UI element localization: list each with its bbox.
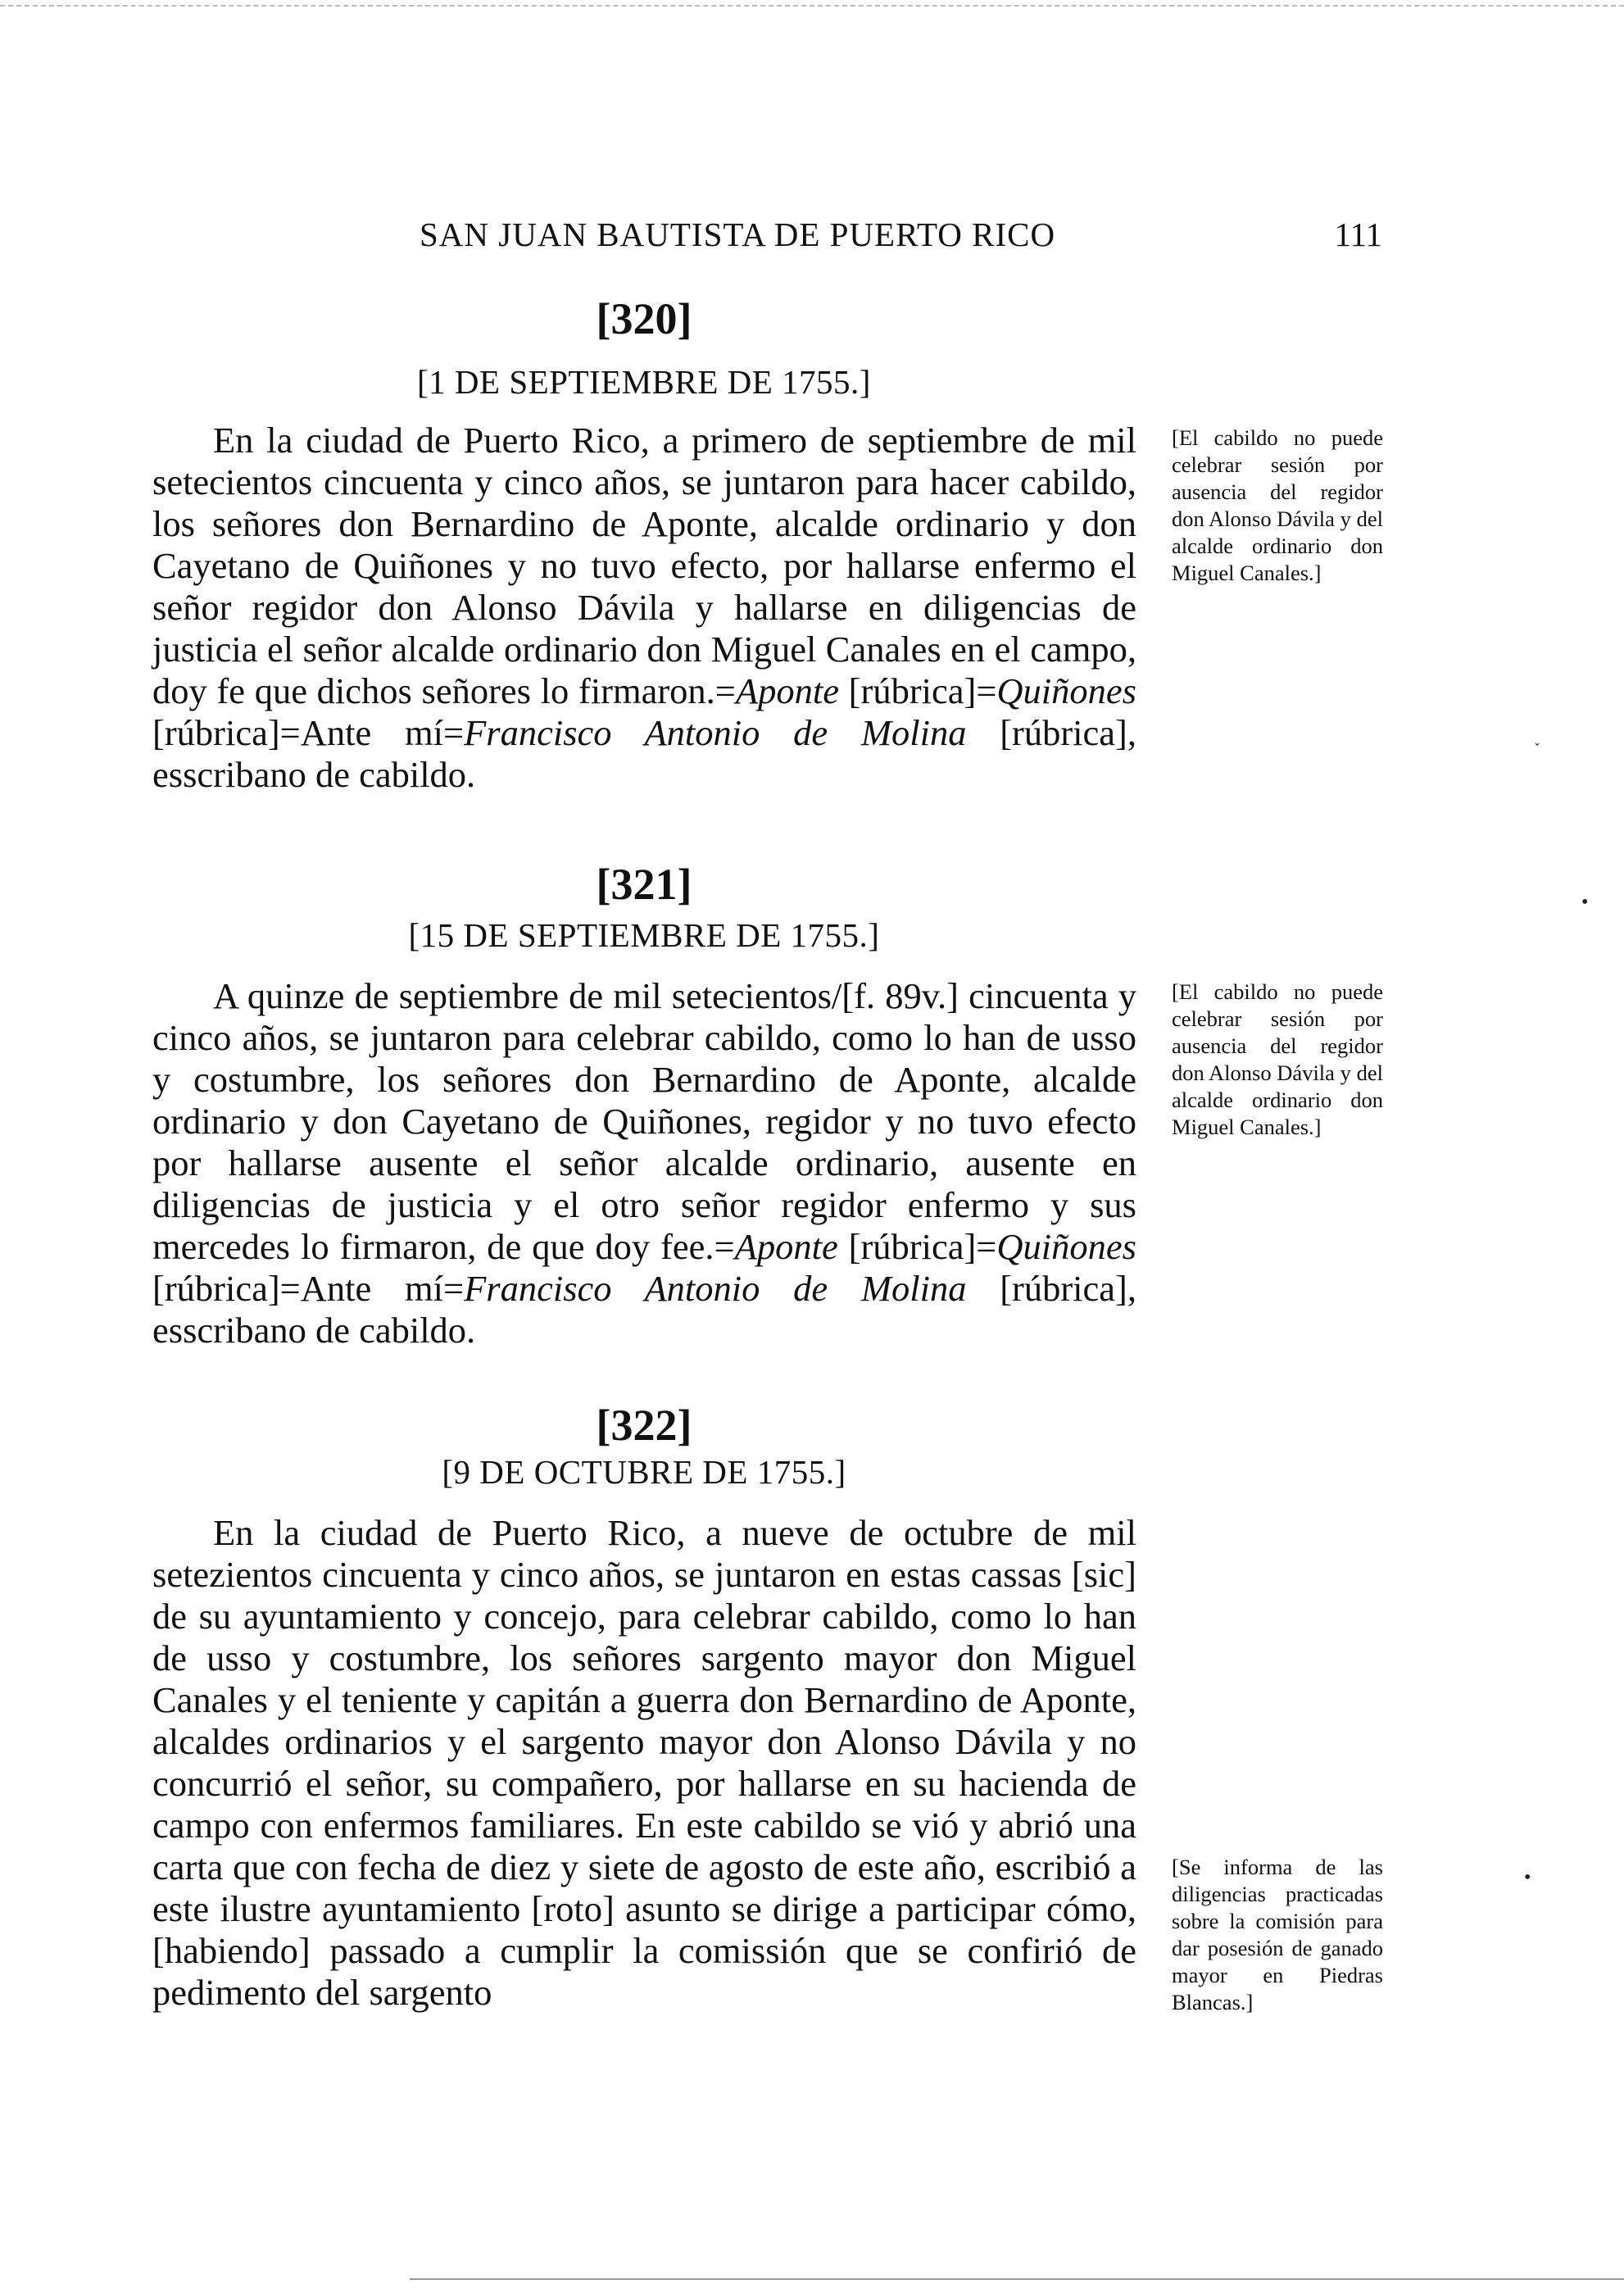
italic-name: Quiñones — [996, 1226, 1136, 1267]
italic-name: Francisco Antonio de Molina — [464, 1268, 967, 1309]
page-number: 111 — [1334, 216, 1382, 253]
marginal-note-320: [El cabildo no puede celebrar sesión por ausencia del regidor don Alonso Dávila y del alcalde ordinario don Miguel Canales.] — [1172, 425, 1383, 585]
top-edge-rule — [0, 5, 1624, 7]
bottom-edge-rule — [410, 2278, 1624, 2280]
text-segment: En la ciudad de Puerto Rico, a primero de septiembre de mil setecientos cincuenta y cinco años, se juntaron para hacer cabildo, los señores don Bernardino de Aponte, alcalde ordinario y don Cayetano de Quiñones y no tuvo efecto, por hallarse enfermo el señor regidor don Alonso Dávila y hallarse en diligencias de justicia el señor alcalde ordinario don Miguel Canales en el campo, doy fe que dichos señores lo firmaron.= — [152, 420, 1136, 711]
entry-number-322: [322] — [596, 1401, 692, 1450]
marginal-note-321: [El cabildo no puede celebrar sesión por ausencia del regidor don Alonso Dávila y del alcalde ordinario don Miguel Canales.] — [1172, 979, 1383, 1139]
italic-name: Aponte — [734, 1226, 838, 1267]
marginal-note-322: [Se informa de las diligencias practicadas sobre la comisión para dar posesión de ganado mayor en Piedras Blancas.] — [1172, 1855, 1383, 2014]
entry-date-321: [15 DE SEPTIEMBRE DE 1755.] — [408, 916, 880, 954]
entry-paragraph — [152, 420, 1136, 796]
text-segment: [rúbrica]= — [837, 1226, 997, 1267]
entry-paragraph — [152, 1512, 1136, 2014]
entry-body-320 — [152, 420, 1136, 796]
italic-name: Aponte — [735, 670, 839, 711]
text-segment: [rúbrica]=Ante mí= — [152, 712, 465, 753]
stray-mark: ˯ — [1534, 725, 1540, 747]
entry-body-322 — [152, 1512, 1136, 2014]
text-segment: [rúbrica]= — [838, 670, 997, 711]
italic-name: Quiñones — [996, 670, 1136, 711]
running-title: SAN JUAN BAUTISTA DE PUERTO RICO — [420, 216, 1056, 253]
stray-mark: • — [1524, 1867, 1531, 1888]
text-segment: [rúbrica], esscribano de cabildo. — [152, 712, 1136, 795]
running-head — [420, 215, 1382, 264]
entry-date-322: [9 DE OCTUBRE DE 1755.] — [442, 1453, 846, 1491]
text-segment: En la ciudad de Puerto Rico, a nueve de octubre de mil setezientos cincuenta y cinco años, se juntaron en estas cassas [sic] de su ayuntamiento y concejo, para celebrar cabildo, como lo han de usso y costumbre, los señores sargento mayor don Miguel Canales y el teniente y capitán a guerra don Bernardino de Aponte, alcaldes ordinarios y el sargento mayor don Alonso Dávila y no concurrió el señor, su compañero, por hallarse en su hacienda de campo con enfermos familiares. En este cabildo se vió y abrió una carta que con fecha de diez y siete de agosto de este año, escribió a este ilustre ayuntamiento [roto] asunto se dirige a participar cómo, [habiendo] passado a cumplir la comissión que se confirió de pedimento del sargento — [152, 1512, 1136, 2013]
italic-name: Francisco Antonio de Molina — [464, 712, 967, 753]
entry-number-320: [320] — [596, 294, 692, 343]
stray-mark: • — [1581, 892, 1589, 913]
entry-date-320: [1 DE SEPTIEMBRE DE 1755.] — [417, 363, 871, 401]
text-segment: [rúbrica]=Ante mí= — [152, 1268, 465, 1309]
entry-number-321: [321] — [596, 860, 692, 909]
text-segment: [rúbrica], esscribano de cabildo. — [152, 1268, 1136, 1351]
entry-body-321 — [152, 975, 1136, 1351]
entry-paragraph — [152, 975, 1136, 1351]
text-segment: A quinze de septiembre de mil setecientos/[f. 89v.] cincuenta y cinco años, se juntaron para celebrar cabildo, como lo han de usso y costumbre, los señores don Bernardino de Aponte, alcalde ordinario y don Cayetano de Quiñones, regidor y no tuvo efecto por hallarse ausente el señor alcalde ordinario, ausente en diligencias de justicia y el otro señor regidor enfermo y sus mercedes lo firmaron, de que doy fee.= — [152, 975, 1136, 1267]
